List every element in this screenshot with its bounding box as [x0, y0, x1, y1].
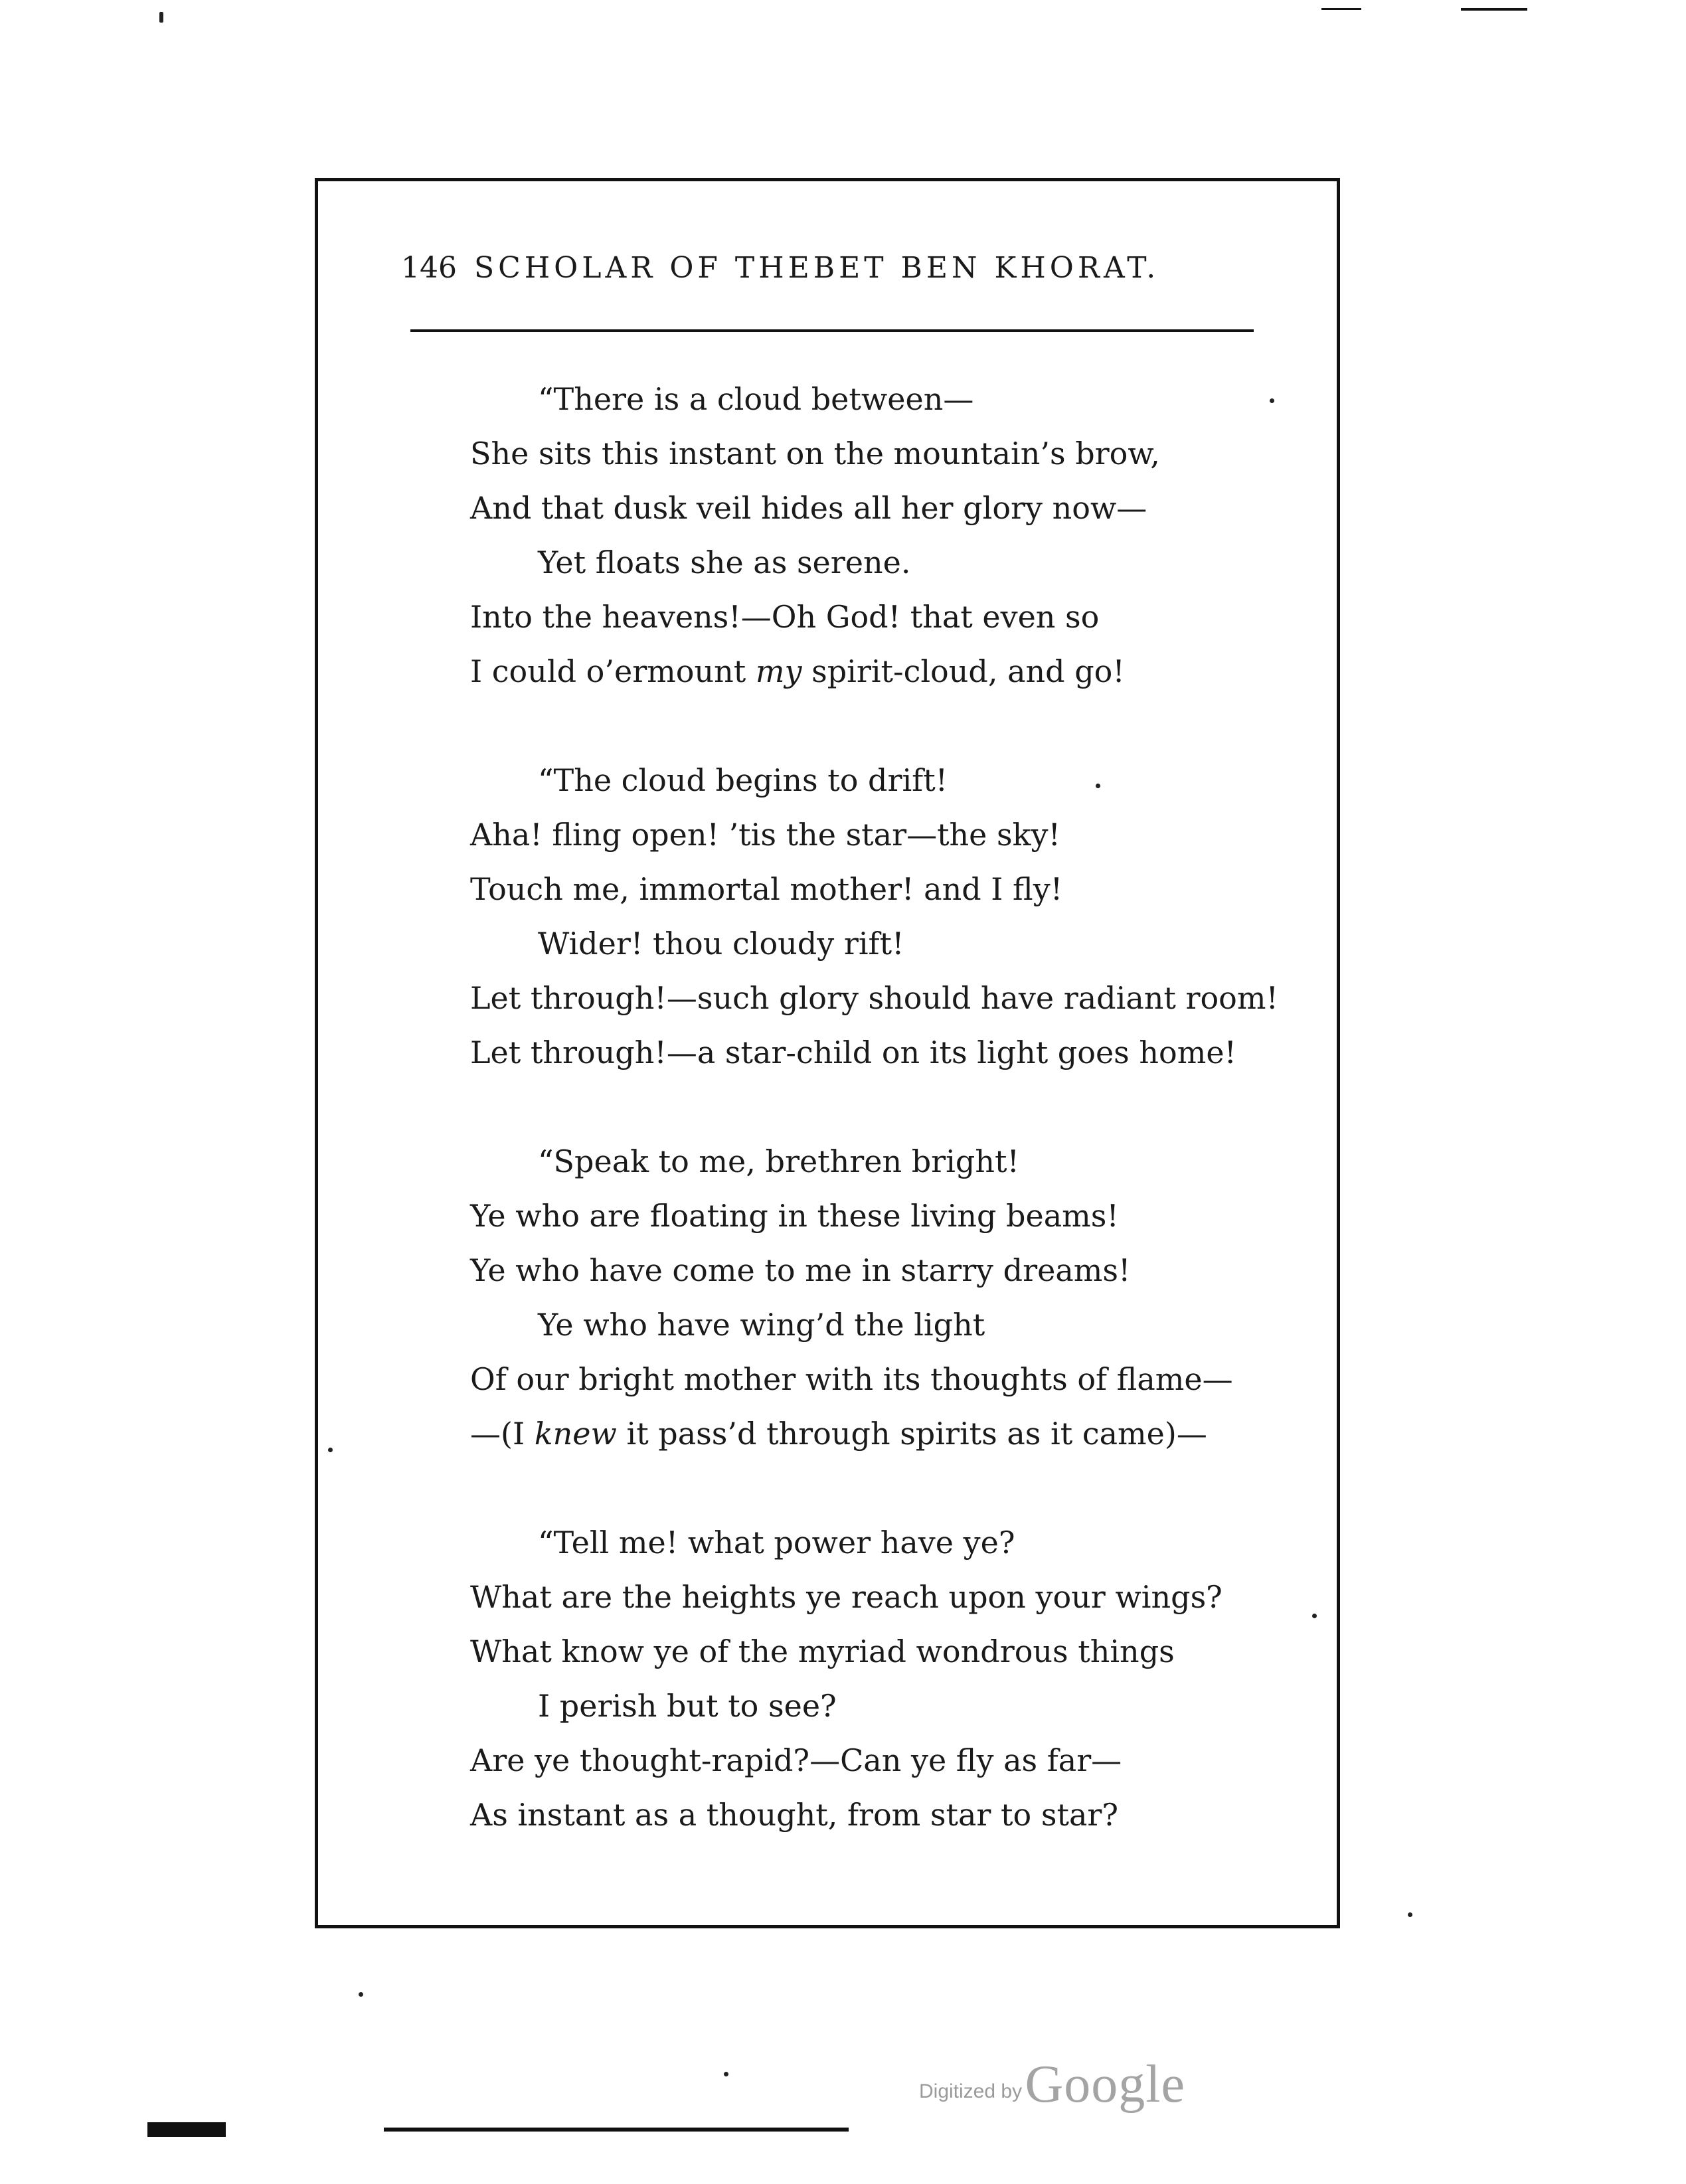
poem-line: What are the heights ye reach upon your wings? [470, 1579, 1222, 1615]
poem-line: —(I knew it pass’d through spirits as it came)— [470, 1416, 1207, 1452]
scan-speck [1312, 1614, 1317, 1618]
poem-line: “There is a cloud between— [538, 381, 974, 417]
poem-line: She sits this instant on the mountain’s brow, [470, 436, 1160, 471]
poem-line: Into the heavens!—Oh God! that even so [470, 599, 1100, 635]
poem-line: Let through!—a star-child on its light goes home! [470, 1035, 1237, 1070]
page-number: 146 [401, 251, 457, 285]
running-head [401, 251, 1258, 291]
poem-line: Touch me, immortal mother! and I fly! [470, 871, 1063, 907]
stanza-2 [470, 753, 1278, 1080]
digitized-prefix: Digitized by [919, 2080, 1023, 2102]
scan-speck [724, 2072, 728, 2076]
scan-speck [1408, 1912, 1412, 1917]
poem-line: I could o’ermount my spirit-cloud, and go! [470, 653, 1125, 689]
scan-mark [1321, 8, 1361, 10]
poem-line: Aha! fling open! ’tis the star—the sky! [470, 817, 1060, 853]
poem-line: “Speak to me, brethren bright! [538, 1143, 1019, 1179]
digitized-watermark [919, 2055, 1185, 2115]
poem-line: What know ye of the myriad wondrous things [470, 1634, 1175, 1669]
scan-speck [328, 1448, 333, 1452]
poem-line: As instant as a thought, from star to star? [470, 1797, 1119, 1833]
scan-speck [359, 1992, 363, 1997]
poem-line: Wider! thou cloudy rift! [538, 926, 904, 962]
header-rule [410, 329, 1254, 332]
poem-line: And that dusk veil hides all her glory now— [470, 490, 1147, 526]
stanza-1 [470, 372, 1267, 699]
scan-speck [1096, 784, 1100, 788]
google-logo: Google [1025, 2055, 1186, 2114]
poem-line: Ye who have wing’d the light [538, 1307, 985, 1343]
poem-line: “The cloud begins to drift! [538, 762, 948, 798]
scan-mark [384, 2128, 849, 2132]
scan-mark [147, 2122, 226, 2137]
poem-line: Are ye thought-rapid?—Can ye fly as far— [470, 1742, 1122, 1778]
stanza-3 [470, 1134, 1267, 1461]
scan-mark [1461, 8, 1527, 11]
poem-line: Ye who are floating in these living beams! [470, 1198, 1119, 1234]
poem-line: Let through!—such glory should have radiant room! [470, 980, 1278, 1016]
poem [470, 372, 1278, 1896]
poem-line: Yet floats she as serene. [538, 545, 911, 580]
poem-line: Ye who have come to me in starry dreams! [470, 1252, 1131, 1288]
poem-line: Of our bright mother with its thoughts of flame— [470, 1361, 1233, 1397]
stanza-4 [470, 1515, 1267, 1842]
scan-speck [159, 12, 163, 23]
poem-line: “Tell me! what power have ye? [538, 1525, 1015, 1560]
poem-line: I perish but to see? [538, 1688, 837, 1724]
running-title: SCHOLAR OF THEBET BEN KHORAT. [473, 251, 1160, 285]
scan-speck [1270, 398, 1274, 403]
